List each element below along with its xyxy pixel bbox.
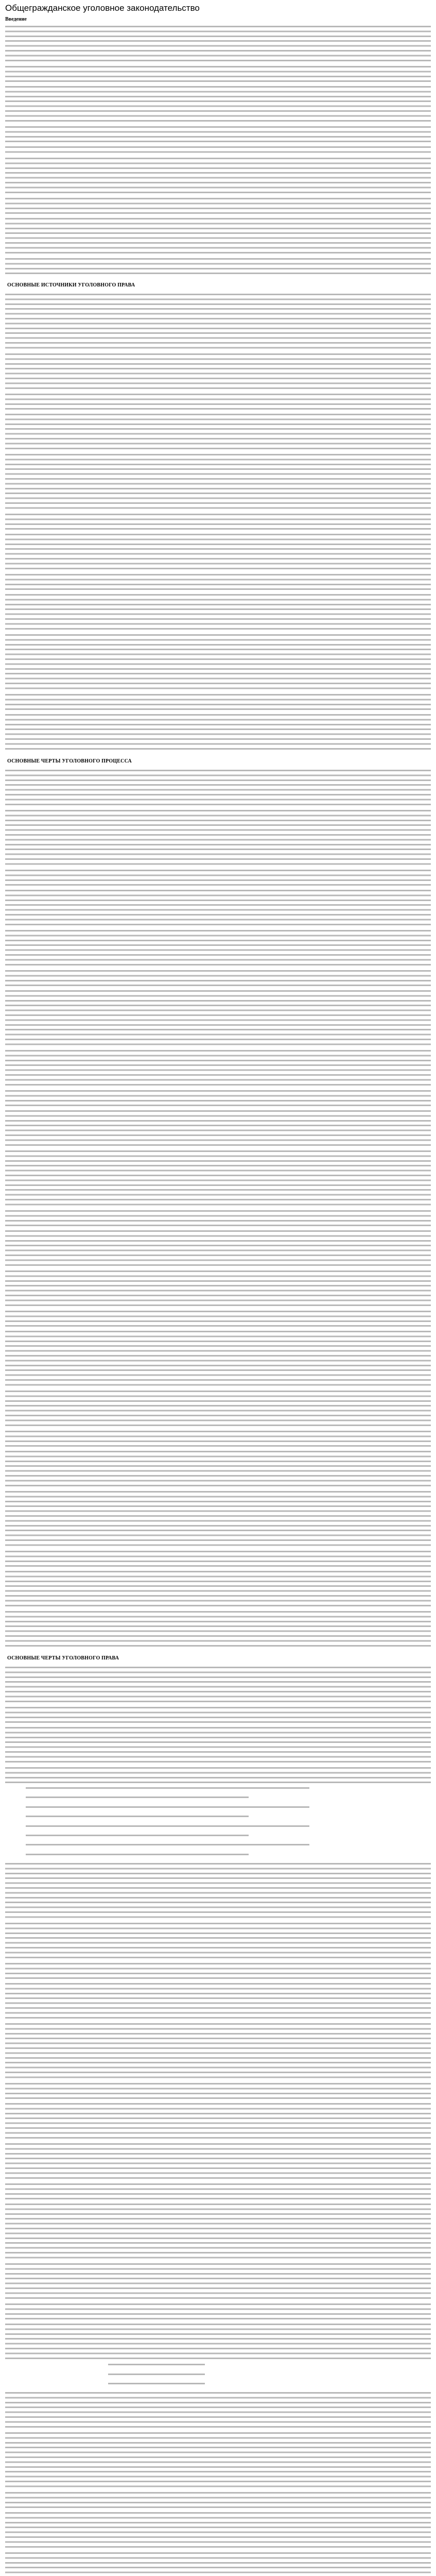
paragraph — [5, 125, 431, 143]
paragraph — [5, 84, 431, 123]
paragraph — [5, 989, 431, 1047]
paragraph — [5, 1149, 431, 1207]
paragraph — [5, 1048, 431, 1087]
paragraph — [5, 1981, 431, 2020]
section-body — [5, 292, 431, 751]
paragraph — [5, 2142, 431, 2180]
paragraph — [5, 64, 431, 83]
paragraph — [5, 888, 431, 927]
paragraph — [5, 1766, 431, 1784]
paragraph — [5, 1449, 431, 1488]
paragraph — [5, 1329, 431, 1387]
paragraph — [5, 969, 431, 987]
paragraph — [5, 145, 431, 155]
paragraph — [5, 532, 431, 571]
paragraph — [5, 592, 431, 631]
offense-list — [5, 1786, 431, 1857]
list-item — [108, 2362, 431, 2367]
section-body — [5, 768, 431, 1648]
paragraph — [5, 868, 431, 887]
paragraph — [5, 1489, 431, 1548]
list-item — [108, 2381, 431, 2386]
paragraph — [5, 1089, 431, 1107]
paragraph — [5, 2262, 431, 2300]
list-item — [26, 1786, 431, 1790]
paragraph — [5, 257, 431, 275]
section-heading: ОСНОВНЫЕ ИСТОЧНИКИ УГОЛОВНОГО ПРАВА — [7, 282, 135, 288]
paragraph — [5, 2302, 431, 2320]
paragraph — [5, 2022, 431, 2080]
page-title: Общегражданское уголовное законодательство — [5, 3, 200, 13]
paragraph — [5, 2322, 431, 2361]
paragraph — [5, 2182, 431, 2200]
paragraph — [5, 2391, 431, 2429]
paragraph — [5, 1549, 431, 1568]
list-item — [26, 1795, 431, 1800]
paragraph — [5, 1569, 431, 1608]
paragraph — [5, 24, 431, 63]
paragraph — [5, 1209, 431, 1227]
paragraph — [5, 928, 431, 967]
list-item — [26, 1805, 431, 1809]
section-heading: ОСНОВНЫЕ ЧЕРТЫ УГОЛОВНОГО ПРОЦЕССА — [7, 758, 132, 764]
paragraph — [5, 1921, 431, 1960]
paragraph — [5, 808, 431, 867]
paragraph — [5, 216, 431, 255]
intro-body — [5, 24, 431, 275]
paragraph — [5, 196, 431, 215]
paragraph — [5, 713, 431, 751]
list-item — [26, 1833, 431, 1838]
paragraph — [5, 1389, 431, 1428]
list-item — [26, 1824, 431, 1828]
list-item — [108, 2372, 431, 2377]
paragraph — [5, 1229, 431, 1267]
paragraph — [5, 412, 431, 451]
paragraph — [5, 292, 431, 350]
paragraph — [5, 156, 431, 195]
paragraph — [5, 1109, 431, 1147]
paragraph — [5, 1961, 431, 1980]
paragraph — [5, 2431, 431, 2489]
paragraph — [5, 572, 431, 591]
paragraph — [5, 2202, 431, 2260]
paragraph — [5, 512, 431, 531]
paragraph — [5, 1269, 431, 1308]
paragraph — [5, 1609, 431, 1648]
paragraph — [5, 1725, 431, 1764]
paragraph — [5, 768, 431, 807]
intro-heading: Введение — [5, 16, 27, 22]
list-item — [26, 1852, 431, 1857]
paragraph — [5, 2081, 431, 2100]
paragraph — [5, 1429, 431, 1448]
section-heading: ОСНОВНЫЕ ЧЕРТЫ УГОЛОВНОГО ПРАВА — [7, 1655, 119, 1661]
paragraph — [5, 352, 431, 391]
paragraph — [5, 1665, 431, 1704]
paragraph — [5, 2511, 431, 2549]
list-item — [26, 1814, 431, 1819]
paragraph — [5, 692, 431, 711]
list-item — [26, 1842, 431, 1847]
paragraph — [5, 452, 431, 511]
paragraph — [5, 633, 431, 691]
paragraph — [5, 1705, 431, 1724]
paragraph — [5, 392, 431, 411]
paragraph — [5, 1309, 431, 1328]
section-body — [5, 1665, 431, 2576]
paragraph — [5, 2102, 431, 2140]
paragraph — [5, 2551, 431, 2576]
punishment-list — [5, 2362, 431, 2386]
paragraph — [5, 2490, 431, 2509]
paragraph — [5, 1861, 431, 1920]
